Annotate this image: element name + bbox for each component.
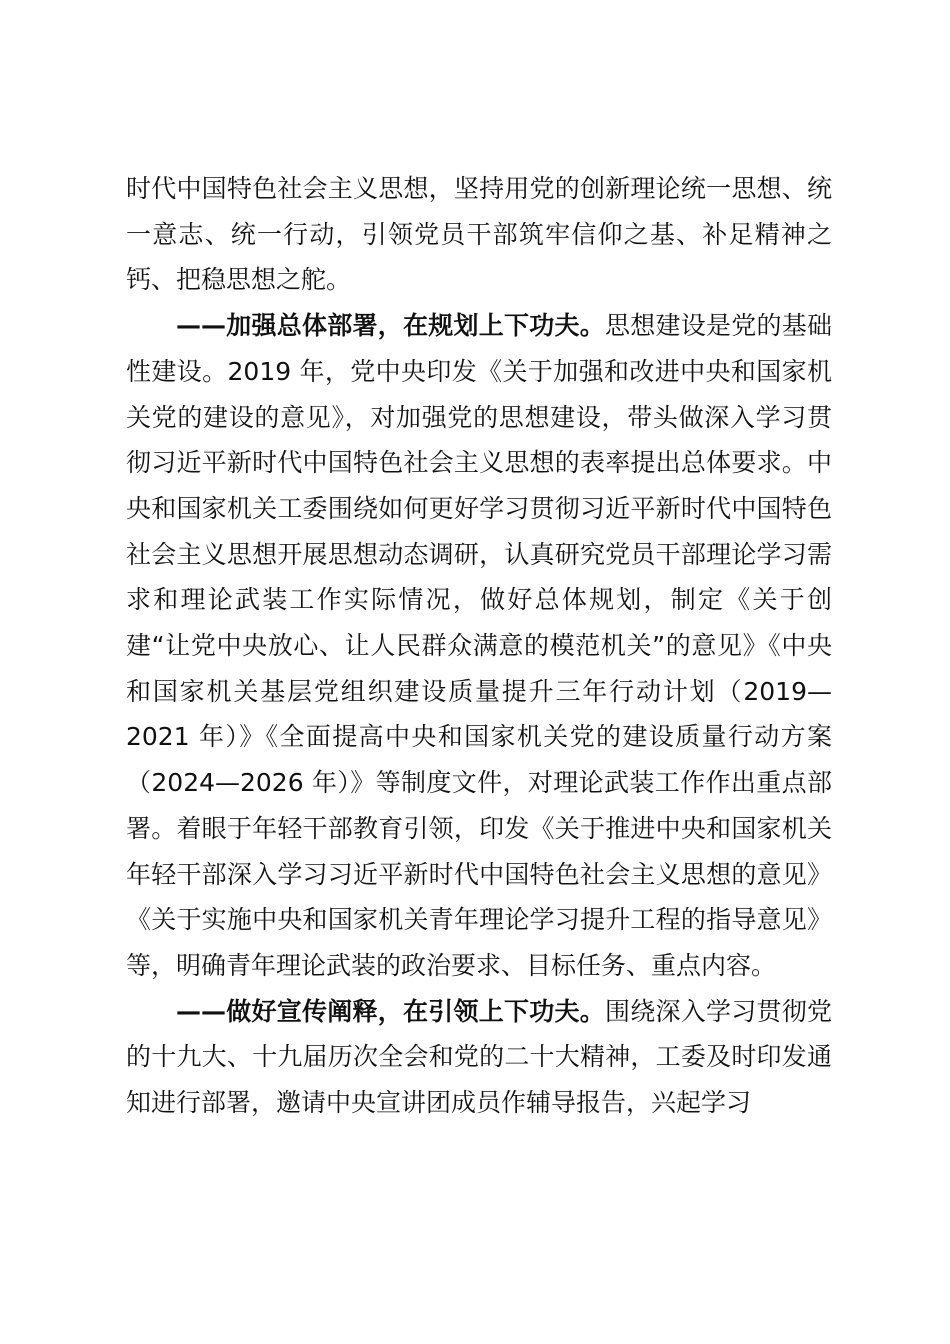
paragraph-lead-heading: ——做好宣传阐释，在引领上下功夫。 — [176, 996, 605, 1026]
document-body — [126, 166, 832, 1126]
paragraph-text: 时代中国特色社会主义思想，坚持用党的创新理论统一思想、统一意志、统一行动，引领党员干部筑牢信仰之基、补足精神之钙、把稳思想之舵。 — [126, 174, 832, 295]
paragraph-overall-deployment — [126, 303, 832, 989]
paragraph-publicity — [126, 989, 832, 1126]
paragraph-text: 围绕深入学习贯彻党的十九大、十九届历次全会和党的二十大精神，工委及时印发通知进行部署，邀请中央宣讲团成员作辅导报告，兴起学习 — [126, 996, 832, 1118]
paragraph-continuation — [126, 166, 832, 303]
paragraph-lead-heading: ——加强总体部署，在规划上下功夫。 — [176, 311, 605, 341]
paragraph-text: 思想建设是党的基础性建设。2019 年，党中央印发《关于加强和改进中央和国家机关党的建设的意见》，对加强党的思想建设，带头做深入学习贯彻习近平新时代中国特色社会主义思想的表率提出总体要求。中央和国家机关工委围绕如何更好学习贯彻习近平新时代中国特色社会主义思想开展思想动态调研，认真研究党员干部理论学习需求和理论武装工作实际情况，做好总体规划，制定《关于创建“让党中央放心、让人民群众满意的模范机关”的意见》《中央和国家机关基层党组织建设质量提升三年行动计划（2019—2021 年）》《全面提高中央和国家机关党的建设质量行动方案（2024—2026 年）》等制度文件，对理论武装工作作出重点部署。着眼于年轻干部教育引领，印发《关于推进中央和国家机关年轻干部深入学习习近平新时代中国特色社会主义思想的意见》《关于实施中央和国家机关青年理论学习提升工程的指导意见》等，明确青年理论武装的政治要求、目标任务、重点内容。 — [126, 311, 832, 980]
